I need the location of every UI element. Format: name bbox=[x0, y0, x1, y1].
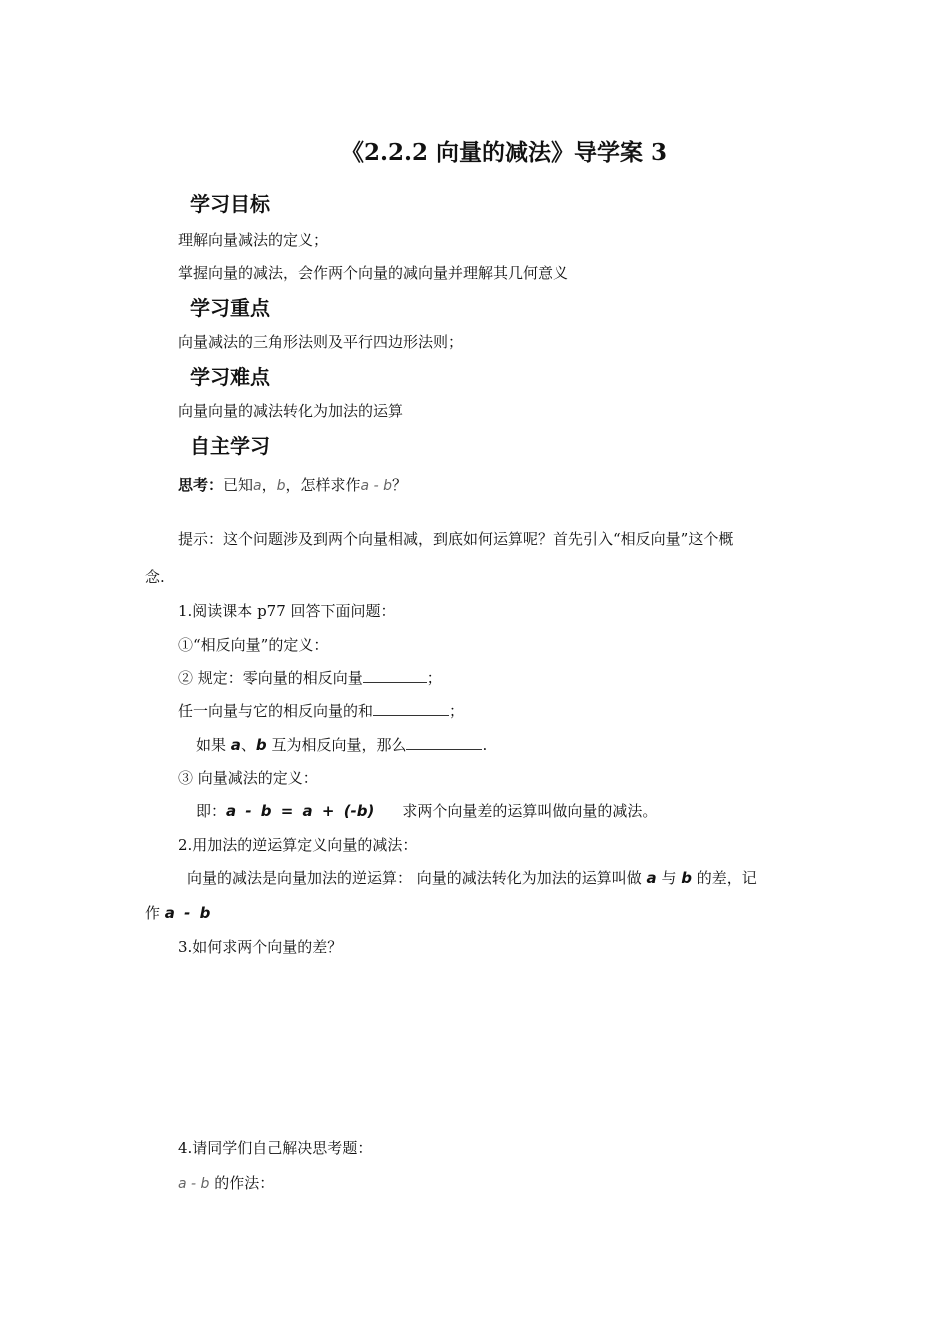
q1-item-5: ③ 向量减法的定义： bbox=[178, 769, 318, 787]
hint-line-2: 念. bbox=[145, 568, 165, 586]
q4-title: 4.请同学们自己解决思考题： bbox=[178, 1139, 373, 1157]
q1-item-6-post: 求两个向量差的运算叫做向量的减法。 bbox=[402, 802, 658, 820]
vector-a: a bbox=[646, 869, 657, 887]
q4-post: 的作法： bbox=[209, 1174, 275, 1192]
q2-line-1 bbox=[187, 867, 757, 888]
q1-item-2 bbox=[178, 667, 442, 688]
a-minus-b: a - b bbox=[178, 1176, 210, 1192]
q1-item-3 bbox=[178, 700, 464, 721]
key-text: 向量减法的三角形法则及平行四边形法则； bbox=[178, 333, 464, 351]
q3-title: 3.如何求两个向量的差？ bbox=[178, 938, 343, 956]
answer-blank[interactable] bbox=[406, 735, 482, 750]
vector-b: b bbox=[255, 736, 267, 754]
q1-item-3-text: 任一向量与它的相反向量的和 bbox=[178, 702, 374, 720]
think-label: 思考： bbox=[178, 476, 224, 494]
a-minus-b: a - b bbox=[360, 478, 392, 494]
goal-item-2: 掌握向量的减法，会作两个向量的减向量并理解其几何意义 bbox=[178, 264, 569, 282]
q2-line-2-pre: 作 bbox=[145, 904, 165, 922]
vector-b: b bbox=[681, 869, 692, 887]
subtraction-formula: a - b = a + (-b) bbox=[226, 802, 375, 820]
q1-item-4-sep: 、 bbox=[240, 736, 256, 754]
think-question bbox=[178, 474, 407, 495]
document-title: 《2.2.2 向量的减法》导学案 3 bbox=[340, 139, 668, 166]
answer-blank[interactable] bbox=[373, 701, 449, 716]
q1-item-4-pre: 如果 bbox=[196, 736, 231, 754]
a-minus-b: a - b bbox=[164, 904, 211, 922]
q4-line bbox=[178, 1172, 274, 1193]
think-sep: ， bbox=[261, 476, 277, 494]
vector-a: a bbox=[253, 478, 262, 494]
think-text-1: 已知 bbox=[223, 476, 254, 494]
vector-a: a bbox=[230, 736, 241, 754]
q1-item-2-end: ； bbox=[426, 669, 442, 687]
q1-item-4-end: . bbox=[482, 736, 488, 754]
goals-heading: 学习目标 bbox=[190, 192, 270, 216]
q1-title: 1.阅读课本 p77 回答下面问题： bbox=[178, 602, 396, 620]
self-study-heading: 自主学习 bbox=[190, 434, 270, 458]
vector-b: b bbox=[276, 478, 286, 494]
q2-line-1-post: 的差，记 bbox=[691, 869, 757, 887]
q1-item-6-pre: 即： bbox=[196, 802, 227, 820]
q2-line-1-mid: 与 bbox=[656, 869, 682, 887]
q2-line-2 bbox=[145, 902, 210, 923]
think-text-3: ？ bbox=[391, 476, 407, 494]
think-text-2: ，怎样求作 bbox=[285, 476, 361, 494]
q2-line-1-pre: 向量的减法是向量加法的逆运算： 向量的减法转化为加法的运算叫做 bbox=[187, 869, 647, 887]
difficult-text: 向量向量的减法转化为加法的运算 bbox=[178, 402, 404, 420]
q1-item-1: ①“相反向量”的定义： bbox=[178, 636, 329, 654]
hint-line-1: 提示：这个问题涉及到两个向量相减，到底如何运算呢？首先引入“相反向量”这个概 bbox=[178, 530, 734, 548]
q1-item-4-post: 互为相反向量，那么 bbox=[266, 736, 407, 754]
key-heading: 学习重点 bbox=[190, 296, 270, 320]
q1-item-3-end: ； bbox=[449, 702, 465, 720]
q1-item-2-text: ② 规定：零向量的相反向量 bbox=[178, 669, 363, 687]
goal-item-1: 理解向量减法的定义； bbox=[178, 231, 329, 249]
answer-blank[interactable] bbox=[363, 668, 427, 683]
difficult-heading: 学习难点 bbox=[190, 365, 270, 389]
q1-item-6 bbox=[196, 800, 657, 821]
q2-title: 2.用加法的逆运算定义向量的减法： bbox=[178, 836, 418, 854]
q1-item-4 bbox=[196, 734, 487, 755]
